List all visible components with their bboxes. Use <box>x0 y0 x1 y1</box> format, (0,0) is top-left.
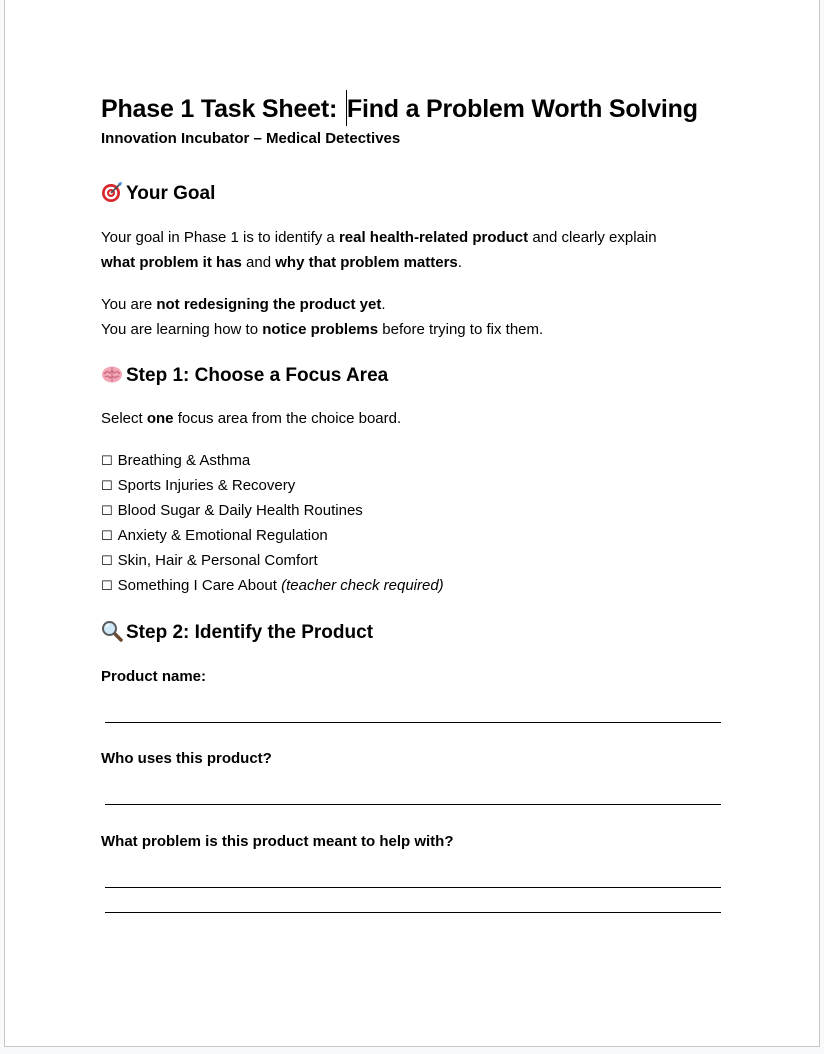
step1-emphasis: one <box>146 410 174 427</box>
focus-option-label: Anxiety & Emotional Regulation <box>117 527 328 544</box>
step1-intro[interactable] <box>101 406 401 431</box>
step1-text: focus area from the choice board. <box>173 410 402 427</box>
product-users-line[interactable] <box>105 804 721 805</box>
document-page <box>4 0 820 1047</box>
goal-paragraph-2[interactable] <box>101 292 543 342</box>
product-name-label[interactable]: Product name: <box>101 668 207 685</box>
goal-text: and <box>241 254 276 271</box>
goal-emphasis: not redesigning the product yet <box>156 296 382 313</box>
step1-text: Select <box>101 410 147 427</box>
focus-option-label: Breathing & Asthma <box>117 452 251 469</box>
focus-option-label: Sports Injuries & Recovery <box>117 477 296 494</box>
goal-text: You are <box>101 296 157 313</box>
focus-option[interactable] <box>101 473 444 498</box>
goal-text: and clearly explain <box>528 229 657 246</box>
focus-option-label: Skin, Hair & Personal Comfort <box>117 552 318 569</box>
title-part-1: Phase 1 Task Sheet: <box>101 95 344 123</box>
goal-emphasis: what problem it has <box>101 254 242 271</box>
title-part-2: Find a Problem Worth Solving <box>346 95 698 123</box>
magnifying-glass-icon <box>101 620 123 642</box>
goal-emphasis: why that problem matters <box>275 254 458 271</box>
goal-text: . <box>457 254 462 271</box>
goal-emphasis: notice problems <box>262 321 379 338</box>
target-icon <box>101 181 123 203</box>
product-problem-line-1[interactable] <box>105 887 721 888</box>
product-problem-label[interactable]: What problem is this product meant to help with? <box>101 833 454 850</box>
goal-emphasis: real health-related product <box>338 229 529 246</box>
checkbox[interactable]: ☐ <box>101 528 113 543</box>
goal-text: You are learning how to <box>101 321 263 338</box>
goal-heading-text: Your Goal <box>126 183 216 204</box>
checkbox[interactable]: ☐ <box>101 478 113 493</box>
focus-option[interactable] <box>101 448 444 473</box>
step1-heading[interactable] <box>101 363 388 388</box>
checkbox[interactable]: ☐ <box>101 503 113 518</box>
focus-option[interactable] <box>101 498 444 523</box>
goal-text: . <box>381 296 386 313</box>
checkbox[interactable]: ☐ <box>101 578 113 593</box>
teacher-check-note: (teacher check required) <box>281 577 444 594</box>
checkbox[interactable]: ☐ <box>101 553 113 568</box>
goal-text: Your goal in Phase 1 is to identify a <box>101 229 339 246</box>
product-name-line[interactable] <box>105 722 721 723</box>
page-subtitle[interactable]: Innovation Incubator – Medical Detectives <box>101 130 401 147</box>
page-title[interactable] <box>101 90 698 126</box>
step2-heading-text: Step 2: Identify the Product <box>126 622 374 643</box>
step2-heading[interactable] <box>101 620 373 645</box>
product-users-label[interactable]: Who uses this product? <box>101 750 272 767</box>
step1-heading-text: Step 1: Choose a Focus Area <box>126 365 389 386</box>
checkbox[interactable]: ☐ <box>101 453 113 468</box>
focus-option-label: Blood Sugar & Daily Health Routines <box>117 502 363 519</box>
focus-option-label: Something I Care About <box>117 577 282 594</box>
goal-paragraph-1[interactable] <box>101 225 657 275</box>
goal-text: before trying to fix them. <box>378 321 544 338</box>
focus-option[interactable] <box>101 523 444 548</box>
brain-icon <box>101 363 123 385</box>
goal-heading[interactable] <box>101 181 215 206</box>
focus-option[interactable] <box>101 573 444 598</box>
focus-option[interactable] <box>101 548 444 573</box>
focus-area-list <box>101 448 444 598</box>
product-problem-line-2[interactable] <box>105 912 721 913</box>
